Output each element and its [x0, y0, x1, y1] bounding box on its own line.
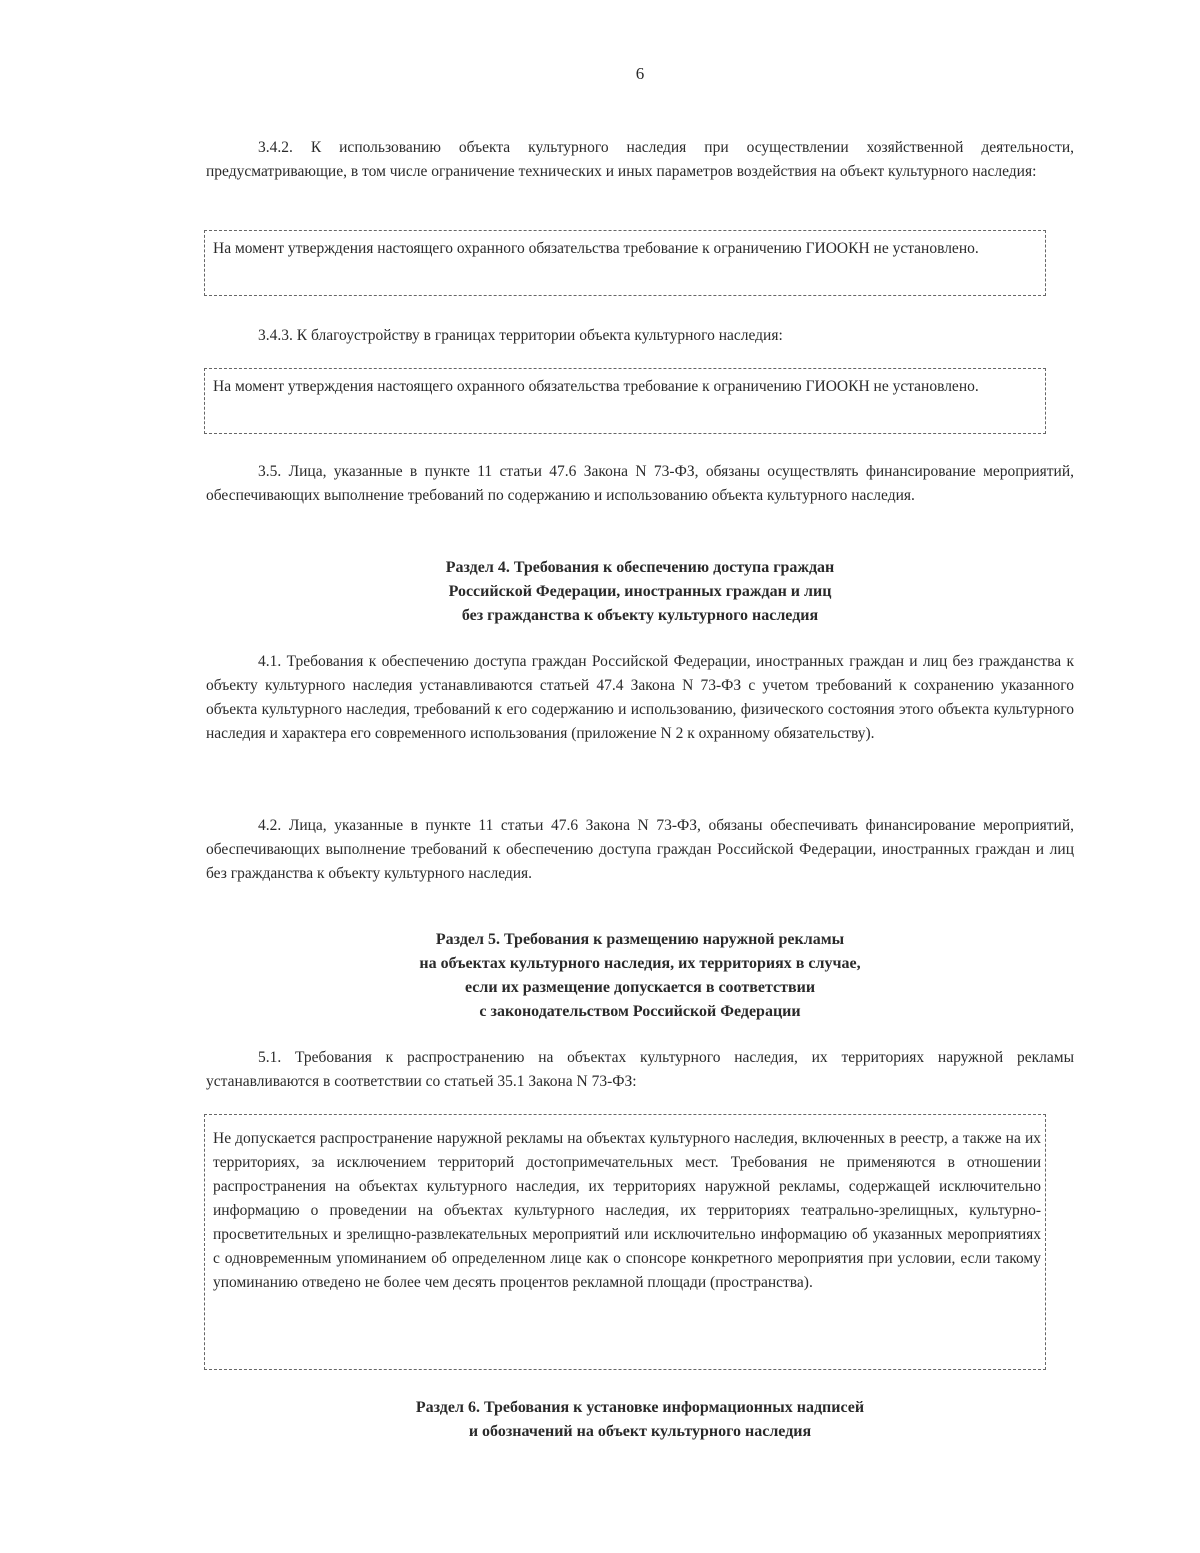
paragraph-3-5: 3.5. Лица, указанные в пункте 11 статьи 47.6 Закона N 73-ФЗ, обязаны осуществлять финансирование мероприятий, обеспечивающих выполнение требований по содержанию и использованию объекта культурного наследия. — [206, 463, 1074, 504]
requirement-text-5-1: Не допускается распространение наружной рекламы на объектах культурного наследия, включенных в реестр, а также на их территориях, за исключением территорий достопримечательных мест. Требования не применяются в отношении распространения на объектах культурного наследия, их территориях наружной рекламы, содержащей исключительно информацию о проведении на объектах культурного наследия, их территориях театрально-зрелищных, культурно-просветительных и зрелищно-развлекательных мероприятий или исключительно информацию об указанных мероприятиях с одновременным упоминанием об определенном лице как о спонсоре конкретного мероприятия при условии, если такому упоминанию отведено не более чем десять процентов рекламной площади (пространства). — [213, 1130, 1041, 1291]
section-4-heading-line: Российской Федерации, иностранных граждан и лиц — [448, 583, 832, 600]
paragraph-3-4-3: 3.4.3. К благоустройству в границах территории объекта культурного наследия: — [258, 327, 783, 344]
section-6-heading — [206, 1396, 1074, 1444]
section-4-heading-line: Раздел 4. Требования к обеспечению доступа граждан — [445, 559, 835, 576]
section-5-heading — [206, 928, 1074, 1024]
section-5-heading-line: с законодательством Российской Федерации — [479, 1003, 801, 1020]
paragraph-3-4-2: 3.4.2. К использованию объекта культурного наследия при осуществлении хозяйственной деятельности, предусматривающие, в том числе ограничение технических и иных параметров воздействия на объект культурного наследия: — [206, 139, 1074, 180]
requirement-text-3-4-3: На момент утверждения настоящего охранного обязательства требование к ограничению ГИООКН не установлено. — [213, 378, 979, 395]
section-4-heading — [206, 556, 1074, 628]
paragraph-4-2: 4.2. Лица, указанные в пункте 11 статьи 47.6 Закона N 73-ФЗ, обязаны обеспечивать финансирование мероприятий, обеспечивающих выполнение требований к обеспечению доступа граждан Российской Федерации, иностранных граждан и лиц без гражданства к объекту культурного наследия. — [206, 817, 1074, 882]
requirement-box-3-4-2 — [204, 230, 1046, 296]
section-5-heading-line: если их размещение допускается в соответствии — [464, 979, 816, 996]
section-6-heading-line: Раздел 6. Требования к установке информационных надписей — [415, 1399, 865, 1416]
section-4-heading-line: без гражданства к объекту культурного наследия — [461, 607, 819, 624]
paragraph-4-1: 4.1. Требования к обеспечению доступа граждан Российской Федерации, иностранных граждан и лиц без гражданства к объекту культурного наследия устанавливаются статьей 47.4 Закона N 73-ФЗ с учетом требований к сохранению указанного объекта культурного наследия, требований к его содержанию и использованию, физического состояния этого объекта культурного наследия и характера его современного использования (приложение N 2 к охранному обязательству). — [206, 653, 1074, 742]
section-6-heading-line: и обозначений на объект культурного наследия — [468, 1423, 812, 1440]
requirement-box-5-1 — [204, 1114, 1046, 1370]
page-number: 6 — [635, 64, 645, 83]
section-5-heading-line: на объектах культурного наследия, их территориях в случае, — [419, 955, 861, 972]
paragraph-5-1: 5.1. Требования к распространению на объектах культурного наследия, их территориях наружной рекламы устанавливаются в соответствии со статьей 35.1 Закона N 73-ФЗ: — [206, 1049, 1074, 1090]
requirement-box-3-4-3 — [204, 368, 1046, 434]
requirement-text-3-4-2: На момент утверждения настоящего охранного обязательства требование к ограничению ГИООКН не установлено. — [213, 240, 979, 257]
section-5-heading-line: Раздел 5. Требования к размещению наружной рекламы — [435, 931, 845, 948]
